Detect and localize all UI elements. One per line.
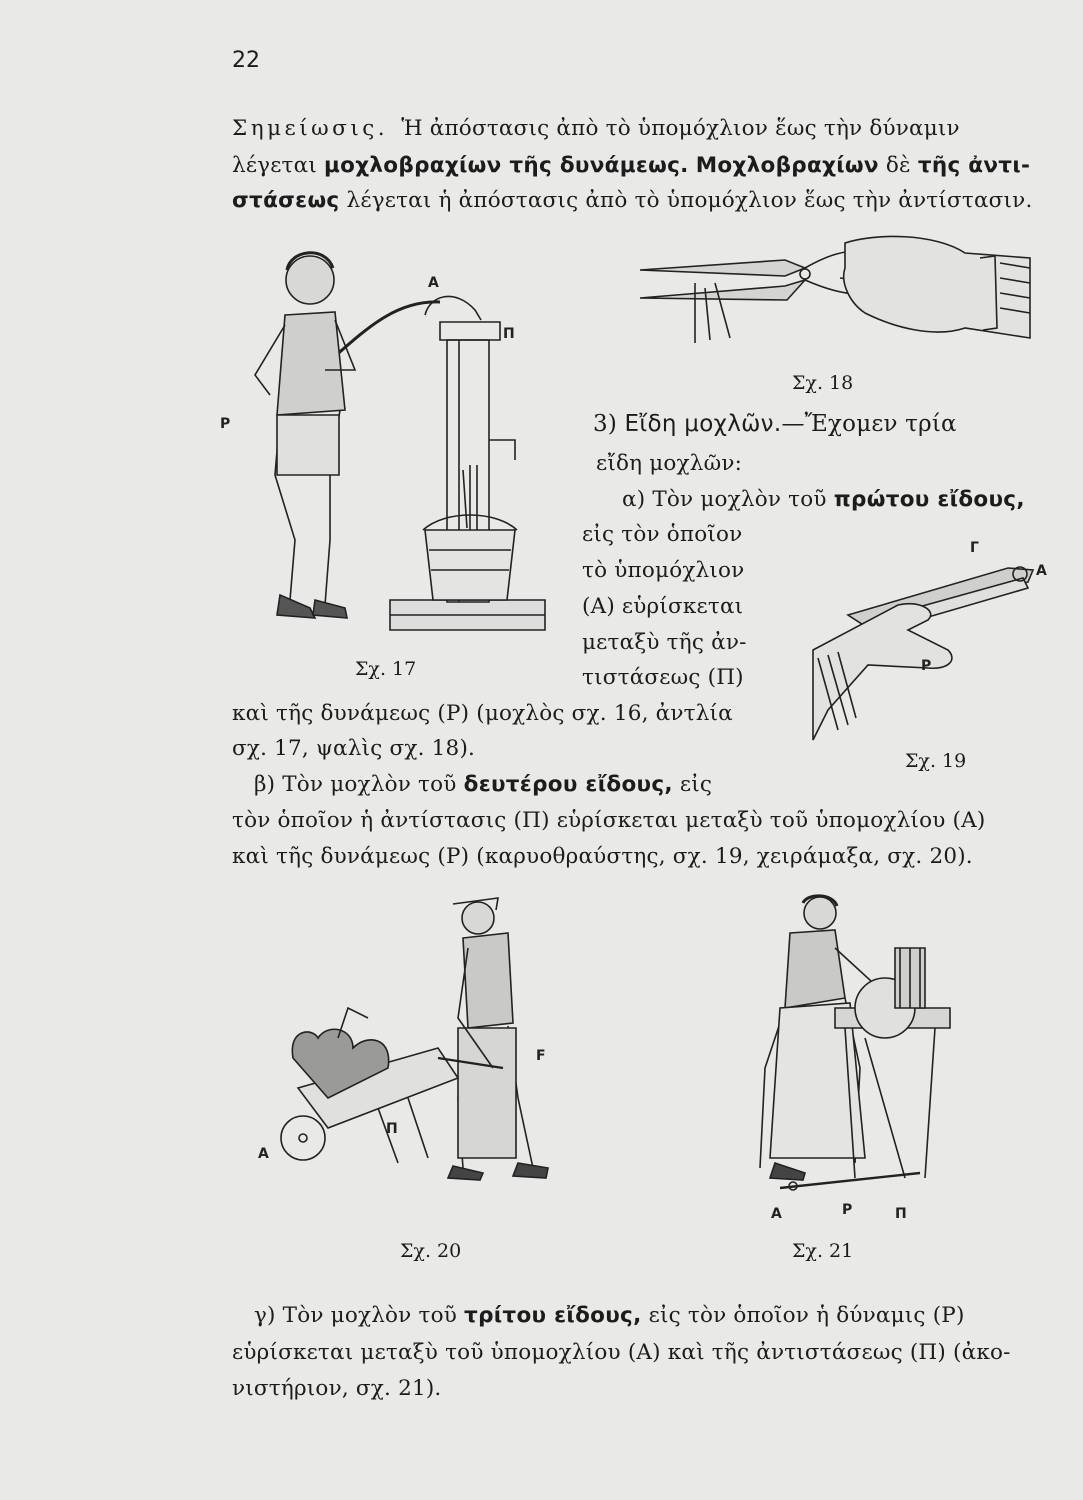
section-heading	[593, 413, 957, 436]
figure-21-caption: Σχ. 21	[792, 1240, 854, 1262]
section-intro-2: εἴδη μοχλῶν:	[596, 451, 743, 476]
label-f: F	[536, 1048, 546, 1064]
label-a: A	[1036, 563, 1047, 579]
figure-19-nutcracker-illustration	[808, 540, 1058, 750]
term-resistance: τῆς ἀντι-	[917, 153, 1031, 178]
page-number: 22	[232, 48, 260, 73]
note-line-3	[232, 190, 1032, 212]
note-text-1: Ἡ ἀπόστασις ἀπὸ τὸ ὑπομόχλιον ἕως τὴν δύναμιν	[401, 116, 960, 141]
label-a: Α	[428, 275, 439, 291]
note-text-2a: λέγεται	[232, 153, 317, 178]
figure-17-caption: Σχ. 17	[355, 658, 417, 680]
figure-20-caption: Σχ. 20	[400, 1240, 462, 1262]
first-kind-line-1: εἰς τὸν ὁποῖον	[582, 522, 743, 547]
figure-20-wheelbarrow-illustration	[258, 888, 558, 1188]
note-line-2	[232, 155, 1030, 177]
figure-18-caption: Σχ. 18	[792, 372, 854, 394]
figure-18-scissors-illustration	[635, 228, 1035, 353]
first-kind-line-2: τὸ ὑπομόχλιον	[582, 558, 745, 583]
first-kind-term: πρώτου εἴδους,	[833, 487, 1025, 512]
note-text-3b: λέγεται ἡ ἀπόστασις ἀπὸ τὸ ὑπομόχλιον ἕως τὴν ἀντίστασιν.	[346, 188, 1033, 213]
third-kind-line-3: νιστήριον, σχ. 21).	[232, 1376, 442, 1401]
second-kind-line-3: καὶ τῆς δυνάμεως (Ρ) (καρυοθραύστης, σχ. 19, χειράμαξα, σχ. 20).	[232, 844, 973, 869]
third-kind-heading	[254, 1305, 965, 1327]
label-a: Α	[771, 1206, 782, 1222]
label-p: Π	[503, 326, 515, 342]
note-label: Σημείωσις.	[232, 116, 389, 141]
label-r: Ρ	[921, 658, 932, 674]
section-title: Εἴδη μοχλῶν.	[624, 411, 782, 437]
second-kind-heading	[254, 774, 712, 796]
label-p: Π	[386, 1121, 398, 1137]
note-text-2d: δὲ	[885, 153, 911, 178]
label-p: Π	[895, 1206, 907, 1222]
second-kind-line-2: τὸν ὁποῖον ἡ ἀντίστασις (Π) εὑρίσκεται μεταξὺ τοῦ ὑπομοχλίου (Α)	[232, 808, 986, 833]
first-kind-line-3: (Α) εὑρίσκεται	[582, 594, 744, 619]
section-number: 3)	[593, 411, 618, 437]
second-kind-term: δευτέρου εἴδους,	[463, 772, 673, 797]
first-kind-lead: α) Τὸν μοχλὸν τοῦ	[622, 487, 827, 512]
term-resistance-end: στάσεως	[232, 188, 340, 213]
label-r: Ρ	[220, 416, 231, 432]
figure-19-caption: Σχ. 19	[905, 750, 967, 772]
first-kind-line-7: σχ. 17, ψαλὶς σχ. 18).	[232, 736, 476, 761]
first-kind-line-4: μεταξὺ τῆς ἀν-	[582, 630, 747, 655]
third-kind-lead: γ) Τὸν μοχλὸν τοῦ	[254, 1303, 457, 1328]
first-kind-line-6: καὶ τῆς δυνάμεως (Ρ) (μοχλὸς σχ. 16, ἀντλία	[232, 701, 733, 726]
figure-17-pump-illustration	[215, 240, 555, 650]
label-g: Γ	[970, 540, 979, 556]
second-kind-tail: εἰς	[679, 772, 713, 797]
term-lever-arm-force: μοχλοβραχίων τῆς δυνάμεως.	[324, 153, 689, 178]
third-kind-term: τρίτου εἴδους,	[464, 1303, 642, 1328]
first-kind-line-5: τιστάσεως (Π)	[582, 665, 744, 690]
first-kind-heading	[622, 489, 1025, 511]
second-kind-lead: β) Τὸν μοχλὸν τοῦ	[254, 772, 457, 797]
third-kind-tail: εἰς τὸν ὁποῖον ἡ δύναμις (Ρ)	[648, 1303, 965, 1328]
term-lever-arm: Μοχλοβραχίων	[695, 153, 879, 178]
third-kind-line-2: εὑρίσκεται μεταξὺ τοῦ ὑπομοχλίου (Α) καὶ τῆς ἀντιστάσεως (Π) (ἀκο-	[232, 1340, 1011, 1365]
label-r: Ρ	[842, 1202, 853, 1218]
section-intro: —Ἔχομεν τρία	[781, 411, 957, 437]
label-a: Α	[258, 1146, 269, 1162]
note-line-1	[232, 118, 960, 140]
figure-21-grindstone-illustration	[735, 888, 950, 1222]
